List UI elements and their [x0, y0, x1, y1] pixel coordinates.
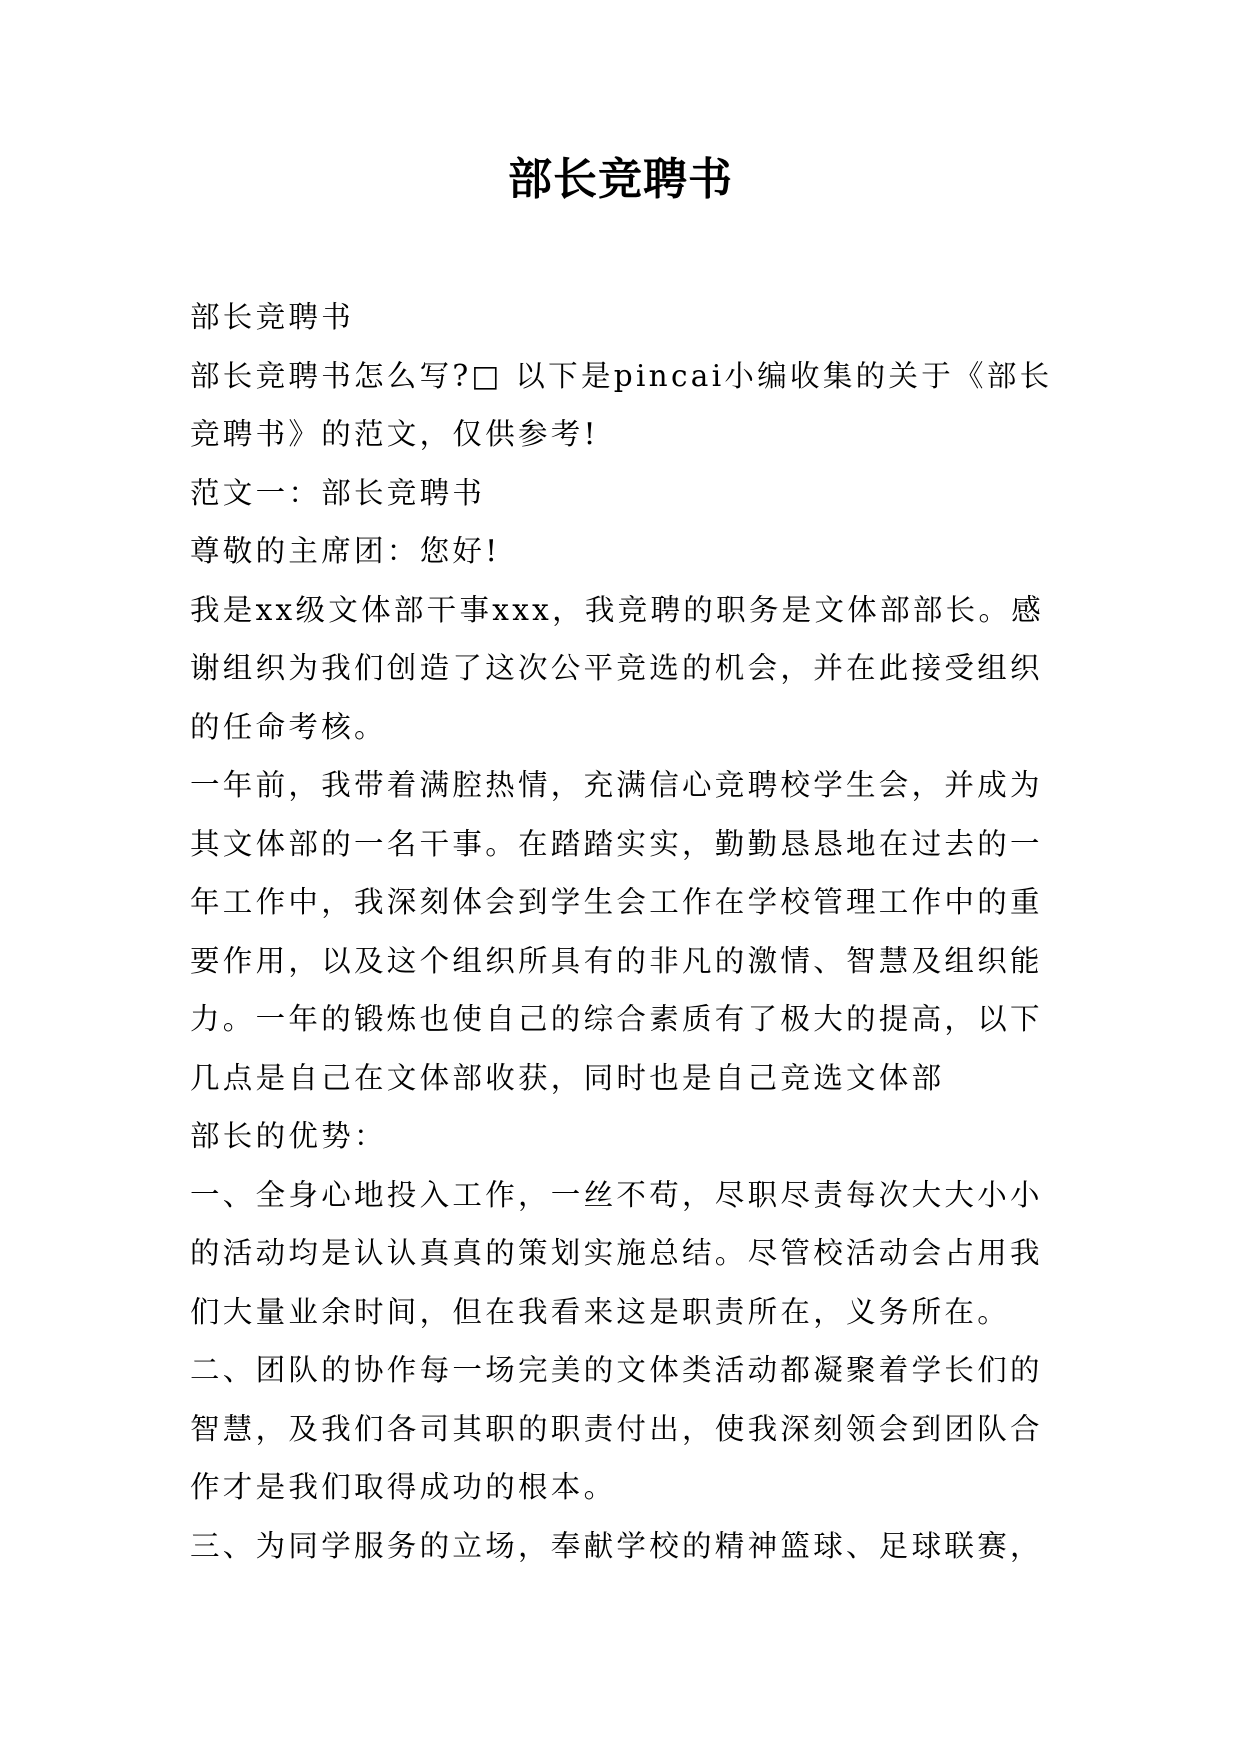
- paragraph-line: 作才是我们取得成功的根本。: [190, 1470, 617, 1504]
- document-title: 部长竞聘书: [508, 154, 733, 205]
- paragraph-line: 部长竞聘书怎么写?□ 以下是pincai小编收集的关于《部长: [190, 358, 1053, 393]
- paragraph-line: 谢组织为我们创造了这次公平竞选的机会，并在此接受组织: [190, 651, 1043, 685]
- paragraph-line: 部长的优势：: [190, 1119, 387, 1153]
- paragraph-line: 力。一年的锻炼也使自己的综合素质有了极大的提高，以下: [190, 1002, 1043, 1036]
- paragraph-line: 尊敬的主席团：您好!: [190, 534, 501, 568]
- paragraph-line: 部长竞聘书: [190, 300, 355, 334]
- paragraph-line: 我是xx级文体部干事xxx，我竞聘的职务是文体部部长。感: [190, 592, 1045, 627]
- paragraph-line: 一、全身心地投入工作，一丝不苟，尽职尽责每次大大小小: [190, 1177, 1043, 1212]
- paragraph-line: 三、为同学服务的立场，奉献学校的精神篮球、足球联赛，: [190, 1528, 1043, 1563]
- document-body: [190, 288, 1070, 1575]
- paragraph-line: 的活动均是认认真真的策划实施总结。尽管校活动会占用我: [190, 1236, 1043, 1270]
- paragraph-line: 几点是自己在文体部收获，同时也是自己竞选文体部: [190, 1060, 945, 1095]
- paragraph-line: 年工作中，我深刻体会到学生会工作在学校管理工作中的重: [190, 885, 1043, 919]
- paragraph-line: 要作用，以及这个组织所具有的非凡的激情、智慧及组织能: [190, 943, 1043, 978]
- paragraph-line: 竞聘书》的范文，仅供参考!: [190, 417, 599, 451]
- paragraph-line: 其文体部的一名干事。在踏踏实实，勤勤恳恳地在过去的一: [190, 826, 1043, 861]
- paragraph-line: 二、团队的协作每一场完美的文体类活动都凝聚着学长们的: [190, 1353, 1043, 1387]
- paragraph-line: 的任命考核。: [190, 709, 387, 744]
- paragraph-line: 一年前，我带着满腔热情，充满信心竞聘校学生会，并成为: [190, 768, 1043, 802]
- paragraph-line: 们大量业余时间，但在我看来这是职责所在，义务所在。: [190, 1294, 1011, 1329]
- paragraph-line: 智慧，及我们各司其职的职责付出，使我深刻领会到团队合: [190, 1411, 1043, 1446]
- paragraph-line: 范文一：部长竞聘书: [190, 475, 486, 510]
